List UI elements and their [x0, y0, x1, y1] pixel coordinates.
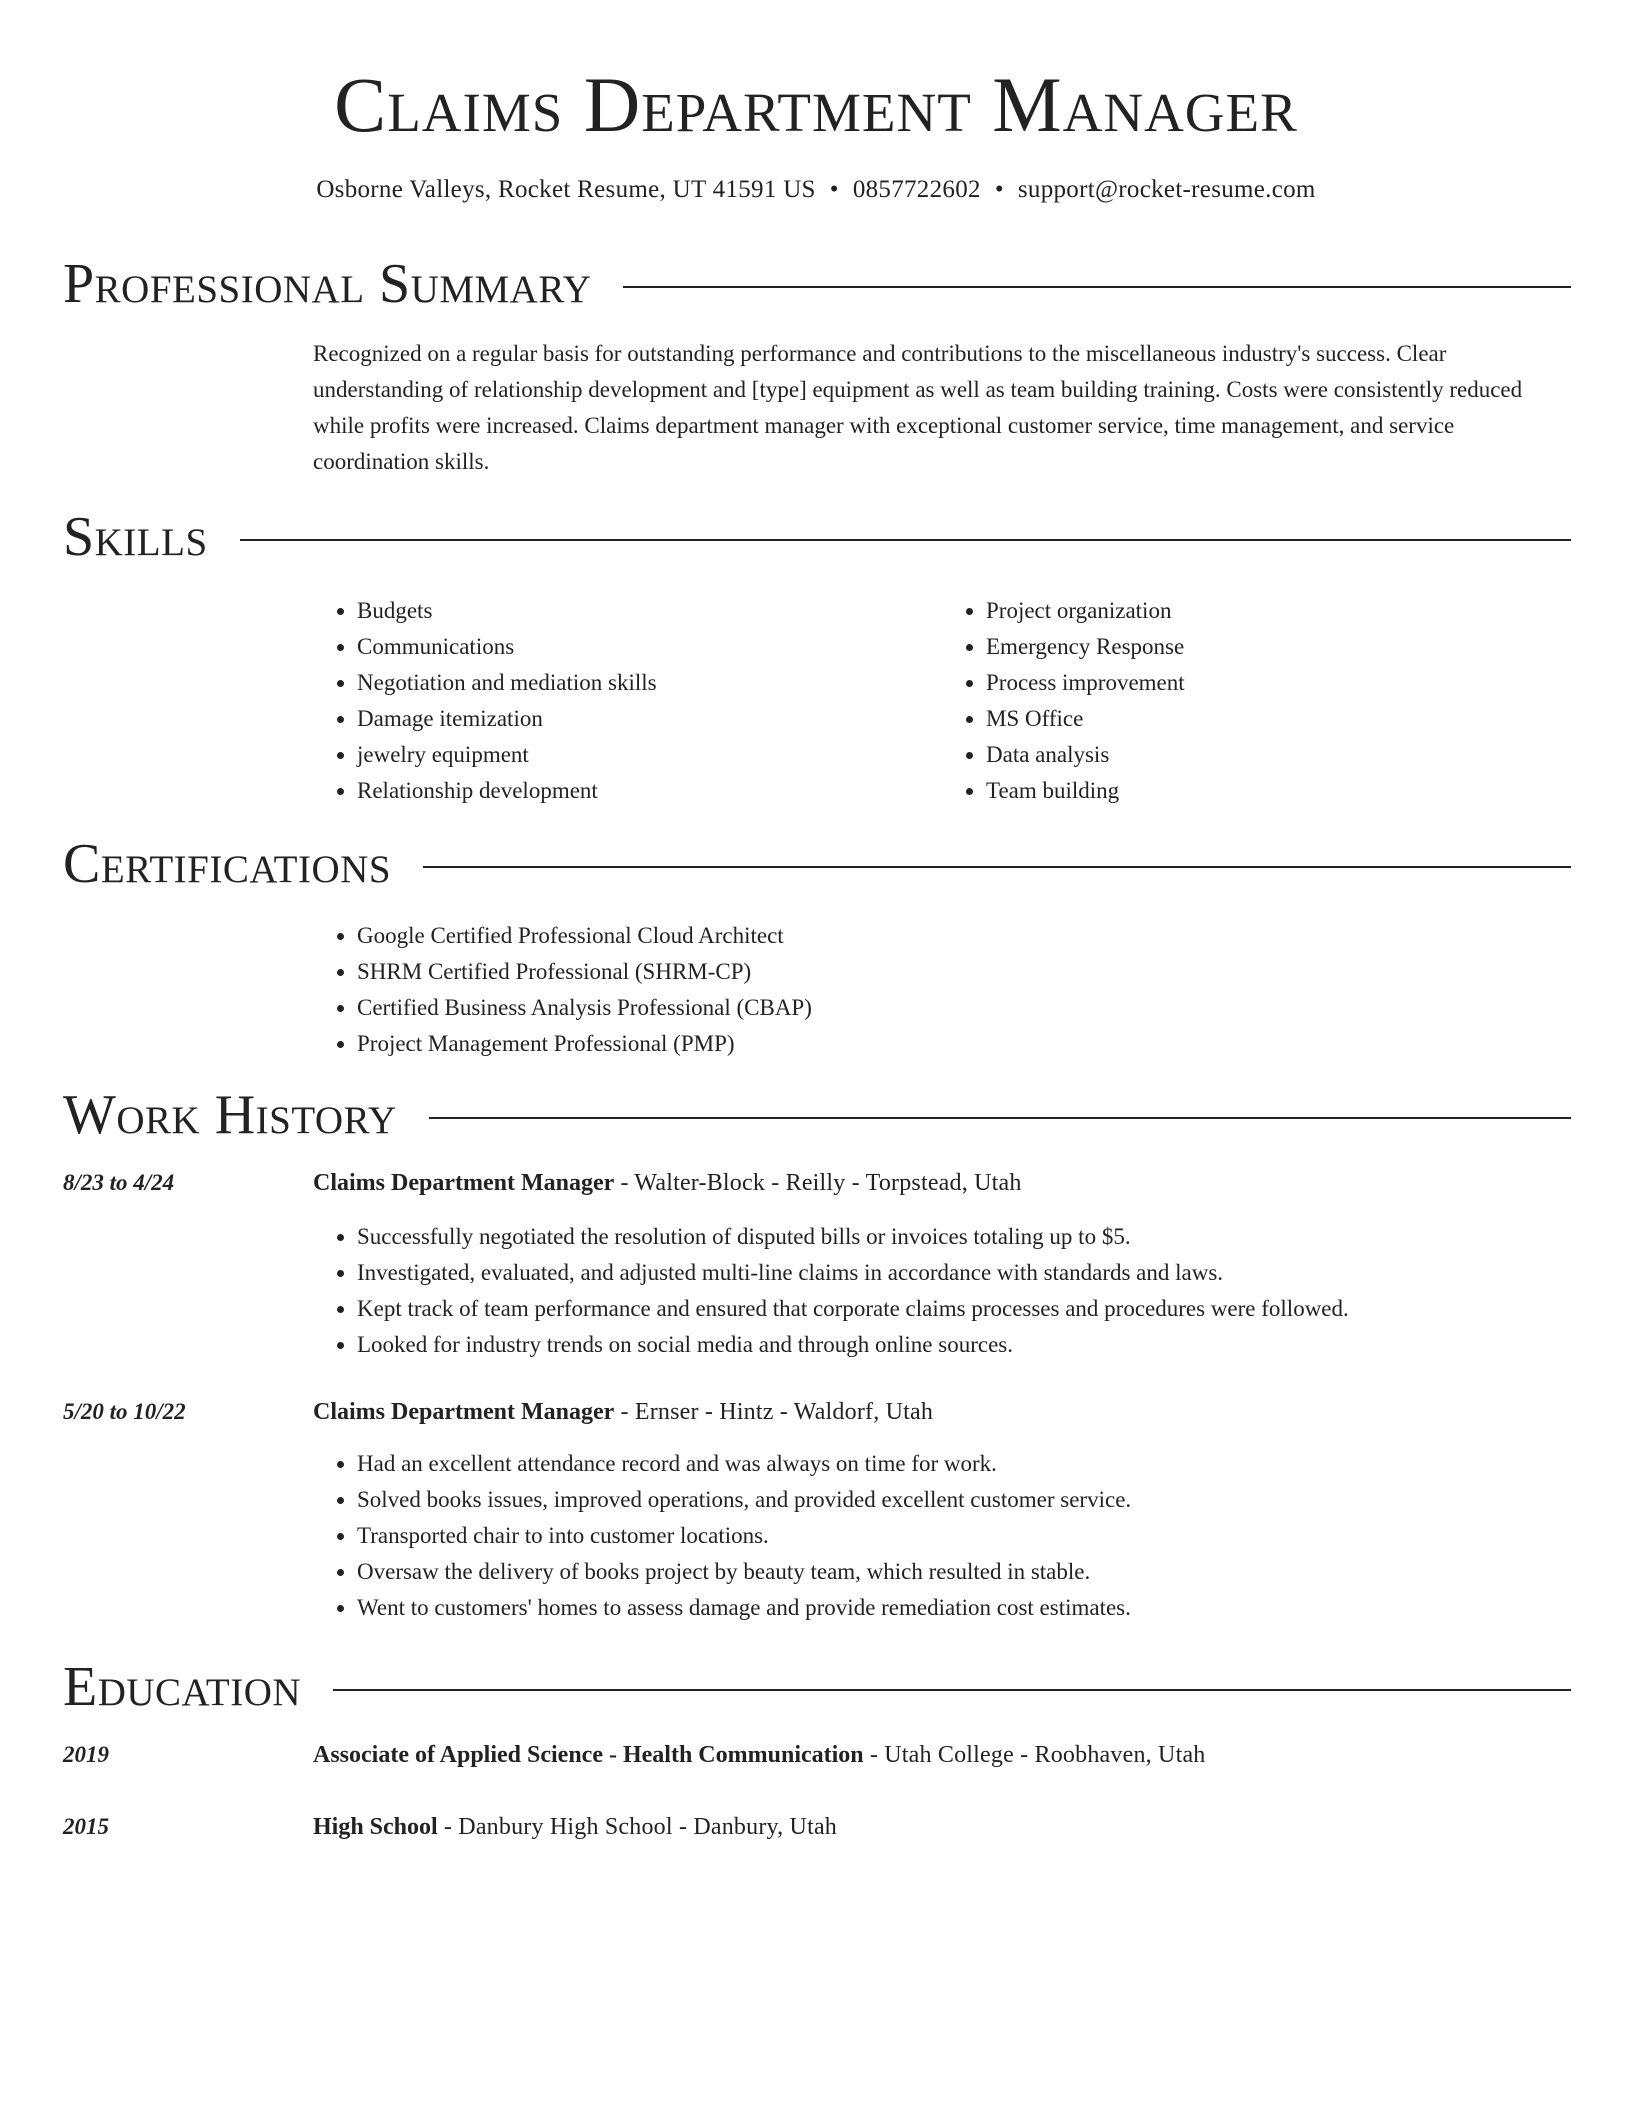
contact-address: Osborne Valleys, Rocket Resume, UT 41591 US [316, 176, 816, 203]
education-year: 2015 [63, 1814, 109, 1839]
job-bullet: • Transported chair to into customer locations. [357, 1518, 1571, 1554]
education-degree: Associate of Applied Science - Health Communication [313, 1742, 864, 1768]
job-bullet: • Went to customers' homes to assess damage and provide remediation cost estimates. [357, 1590, 1571, 1626]
job-bullet: • Investigated, evaluated, and adjusted multi-line claims in accordance with standards and laws. [357, 1255, 1571, 1291]
job-title: Claims Department Manager [313, 1170, 615, 1196]
job-employer: - Ernser - Hintz - Waldorf, Utah [614, 1399, 934, 1425]
education-degree: High School [313, 1814, 438, 1840]
section-title: Skills [63, 506, 208, 568]
job-dates: 5/20 to 10/22 [63, 1399, 186, 1424]
section-divider [423, 866, 1571, 868]
skill-item: • Data analysis [986, 737, 1571, 773]
education-school: - Danbury High School - Danbury, Utah [437, 1814, 838, 1840]
section-title: Education [63, 1656, 302, 1718]
summary-text: Recognized on a regular basis for outstanding performance and contributions to the miscellaneous industry's success. Clear understanding of relationship development and [type] equipment as well as team building training. Costs were consistently reduced while profits were increased. Claims department manager with exceptional customer service, time management, and service coordination skills. [313, 341, 1523, 474]
education-school: - Utah College - Roobhaven, Utah [863, 1742, 1206, 1768]
section-title: Professional Summary [63, 253, 592, 315]
contact-line [0, 175, 1632, 205]
job-bullet: • Looked for industry trends on social media and through online sources. [357, 1327, 1571, 1363]
education-line [313, 1809, 1571, 1845]
job-bullets [313, 1446, 1571, 1626]
education-line [313, 1737, 1571, 1773]
skill-item: • MS Office [986, 701, 1571, 737]
certifications-block [313, 918, 1571, 1062]
job-bullet: • Solved books issues, improved operations, and provided excellent customer service. [357, 1482, 1571, 1518]
job-dates: 8/23 to 4/24 [63, 1170, 175, 1195]
certification-item: • SHRM Certified Professional (SHRM-CP) [357, 954, 1571, 990]
job-title-line [313, 1165, 1571, 1201]
candidate-name: Claims Department Manager [334, 61, 1298, 148]
job-bullet: • Oversaw the delivery of books project by beauty team, which resulted in stable. [357, 1554, 1571, 1590]
skill-item: • jewelry equipment [357, 737, 942, 773]
job-bullet: • Successfully negotiated the resolution of disputed bills or invoices totaling up to $5. [357, 1219, 1571, 1255]
section-title: Certifications [63, 833, 392, 895]
job-bullets-block [313, 1219, 1571, 1363]
contact-separator: • [829, 176, 839, 203]
education-year: 2019 [63, 1742, 109, 1767]
certification-item: • Google Certified Professional Cloud Architect [357, 918, 1571, 954]
skills-list-right [942, 593, 1571, 809]
job-employer: - Walter-Block - Reilly - Torpstead, Utah [614, 1170, 1022, 1196]
section-divider [240, 539, 1571, 541]
job-bullets [313, 1219, 1571, 1363]
skill-item: • Negotiation and mediation skills [357, 665, 942, 701]
job-title-line [313, 1394, 1571, 1430]
job-bullet: • Kept track of team performance and ensured that corporate claims processes and procedures were followed. [357, 1291, 1571, 1327]
section-divider [429, 1117, 1571, 1119]
skill-item: • Communications [357, 629, 942, 665]
section-divider [623, 286, 1571, 288]
job-bullets-block [313, 1446, 1571, 1626]
skills-block [313, 593, 1571, 809]
job-bullet: • Had an excellent attendance record and was always on time for work. [357, 1446, 1571, 1482]
summary-block [313, 336, 1571, 480]
contact-separator: • [994, 176, 1004, 203]
certification-item: • Certified Business Analysis Professional (CBAP) [357, 990, 1571, 1026]
section-heading-summary [63, 252, 1571, 316]
contact-phone: 0857722602 [852, 176, 981, 203]
skill-item: • Project organization [986, 593, 1571, 629]
job-title: Claims Department Manager [313, 1399, 615, 1425]
section-heading-education [63, 1655, 1571, 1719]
skill-item: • Emergency Response [986, 629, 1571, 665]
skill-item: • Budgets [357, 593, 942, 629]
section-heading-skills [63, 505, 1571, 569]
section-title: Work History [63, 1084, 397, 1146]
section-heading-certifications [63, 832, 1571, 896]
skills-list-left [313, 593, 942, 809]
certification-item: • Project Management Professional (PMP) [357, 1026, 1571, 1062]
section-heading-work-history [63, 1083, 1571, 1147]
certifications-list [313, 918, 1571, 1062]
skill-item: • Process improvement [986, 665, 1571, 701]
skill-item: • Relationship development [357, 773, 942, 809]
skill-item: • Damage itemization [357, 701, 942, 737]
section-divider [333, 1689, 1571, 1691]
skill-item: • Team building [986, 773, 1571, 809]
contact-email: support@rocket-resume.com [1017, 176, 1316, 203]
